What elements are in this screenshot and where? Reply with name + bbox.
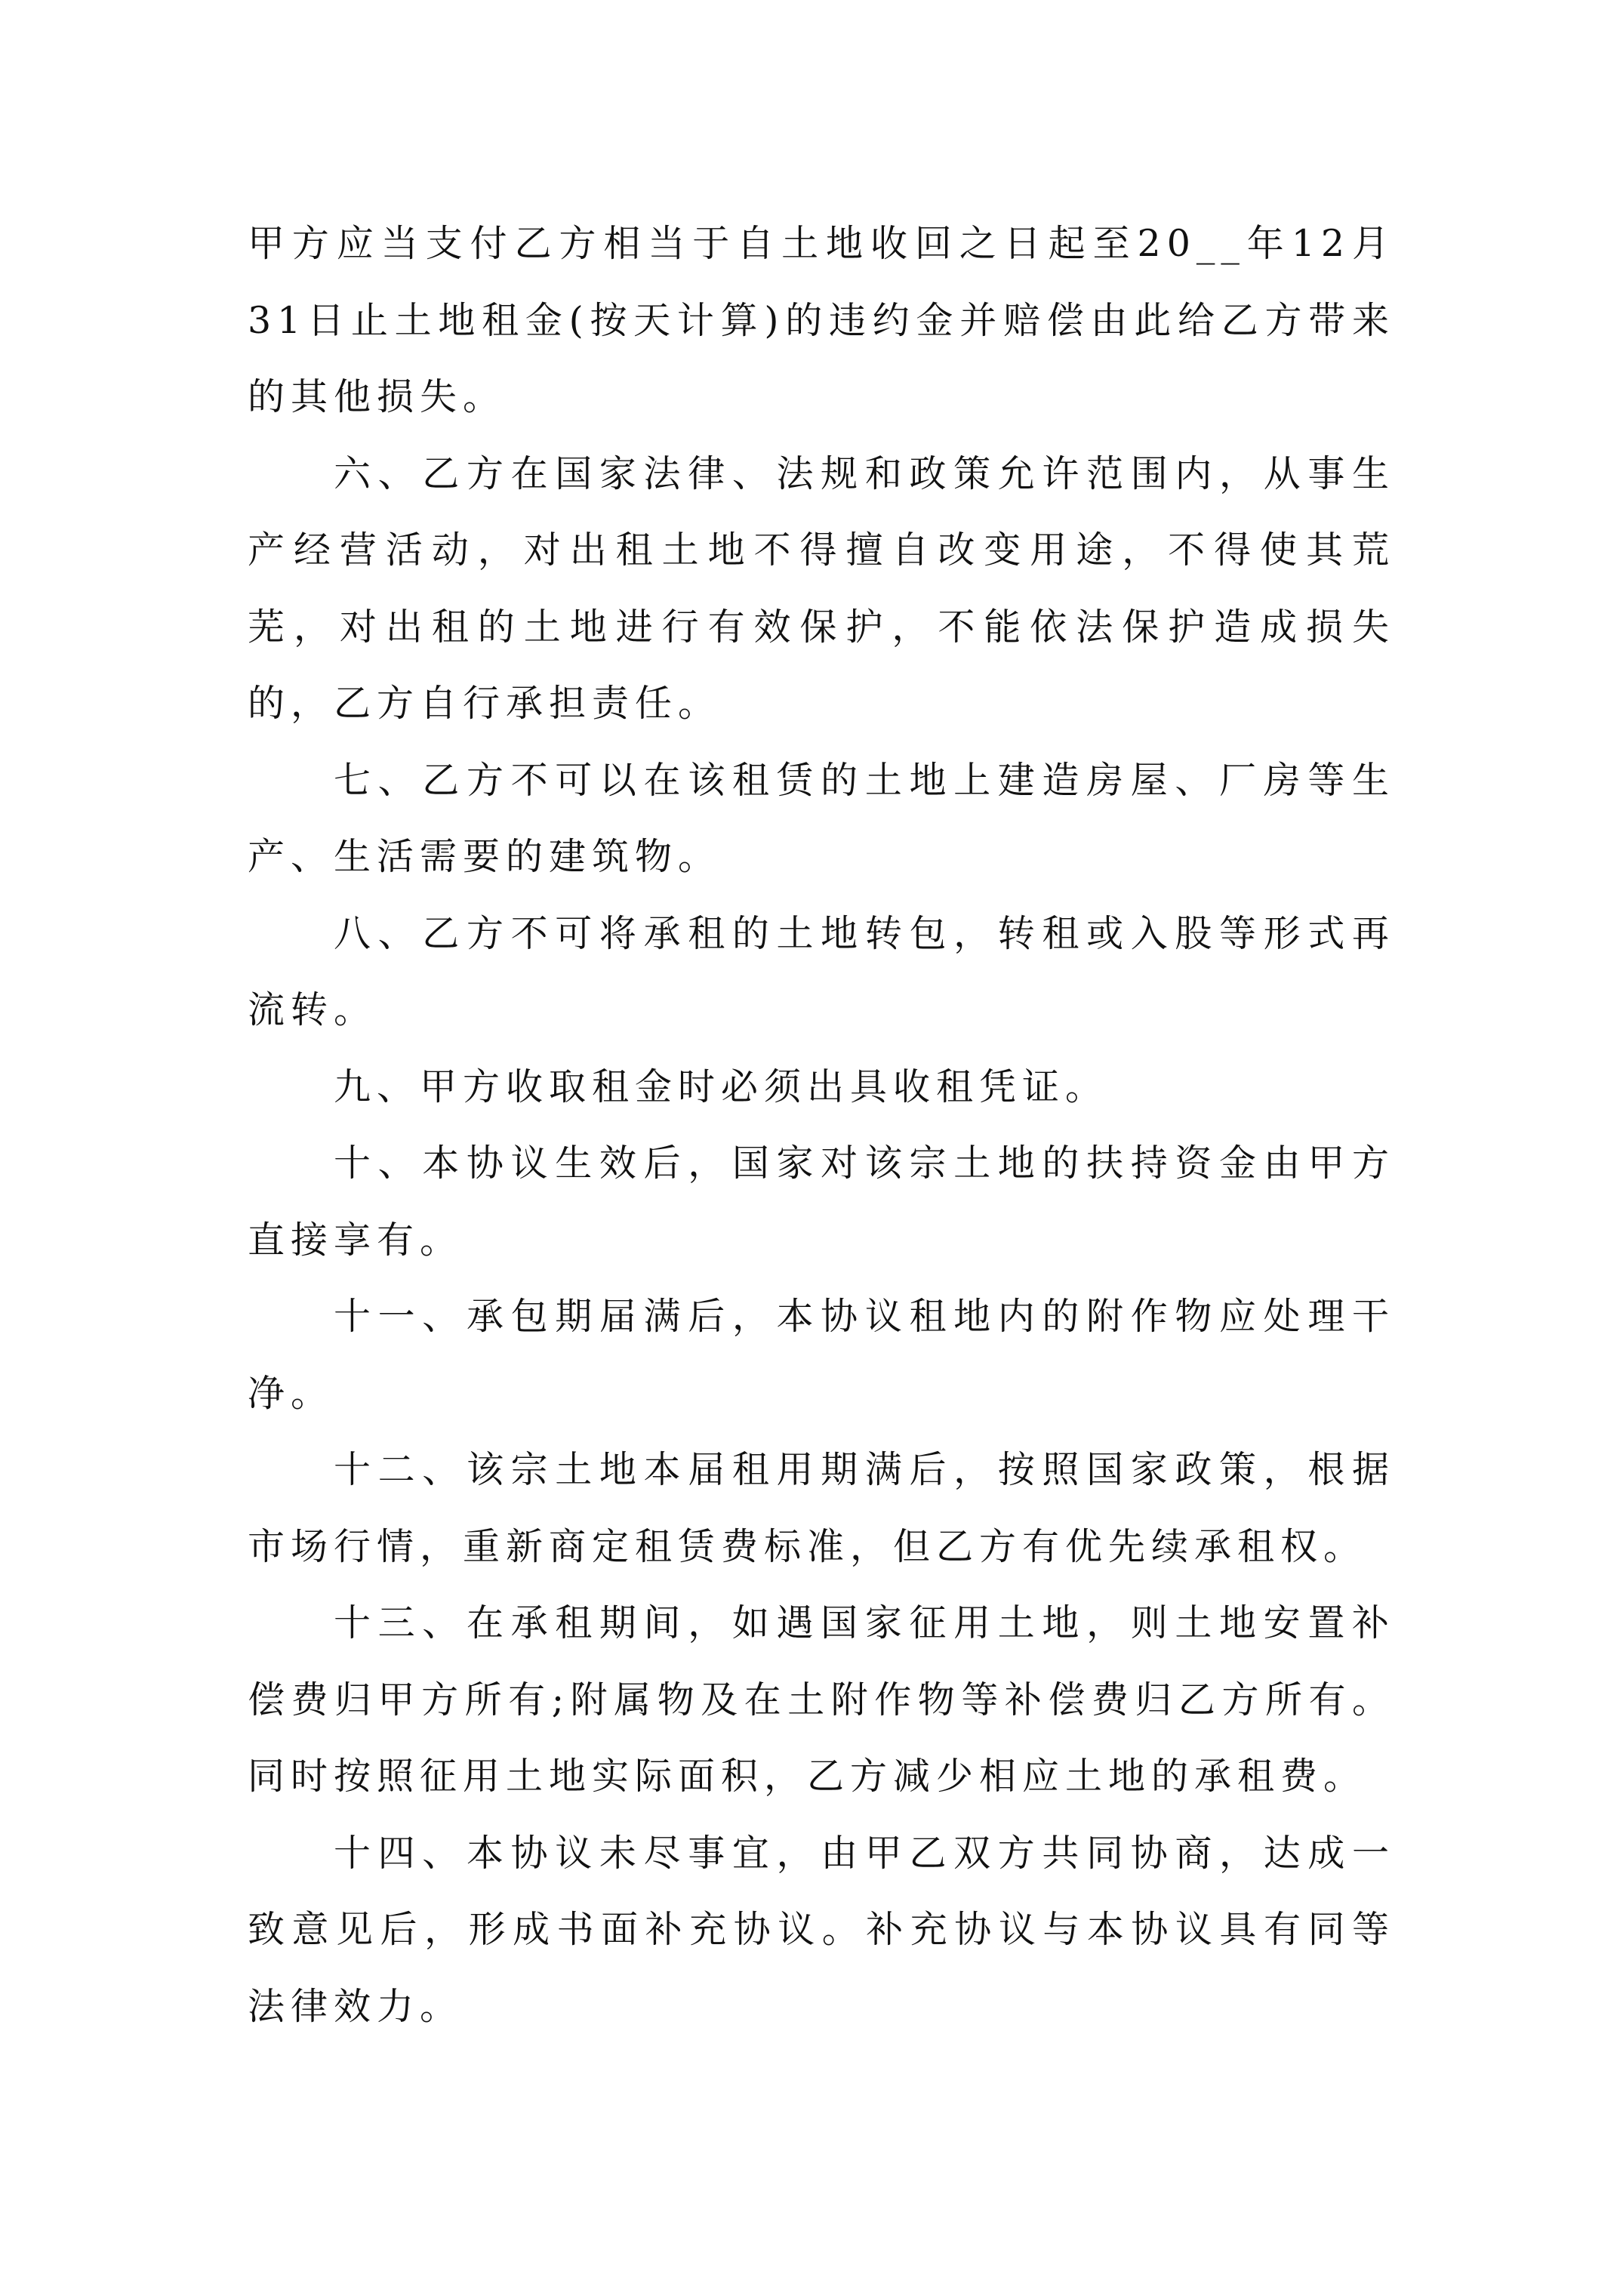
document-body <box>248 205 1395 2045</box>
paragraph-article-13: 十三、在承租期间，如遇国家征用土地，则土地安置补偿费归甲方所有;附属物及在土附作物等补偿费归乙方所有。同时按照征用土地实际面积，乙方减少相应土地的承租费。 <box>248 1601 1395 1798</box>
paragraph-article-9: 九、甲方收取租金时必须出具收租凭证。 <box>334 1065 1109 1108</box>
paragraph-continuation: 甲方应当支付乙方相当于自土地收回之日起至20__年12月31日止土地租金(按天计算)的违约金并赔偿由此给乙方带来的其他损失。 <box>248 222 1395 418</box>
paragraph-article-12: 十二、该宗土地本届租用期满后，按照国家政策，根据市场行情，重新商定租赁费标准，但乙方有优先续承租权。 <box>248 1448 1395 1568</box>
paragraph-article-7: 七、乙方不可以在该租赁的土地上建造房屋、厂房等生产、生活需要的建筑物。 <box>248 758 1395 878</box>
paragraph-article-8: 八、乙方不可将承租的土地转包，转租或入股等形式再流转。 <box>248 911 1395 1031</box>
paragraph-article-14: 十四、本协议未尽事宜，由甲乙双方共同协商，达成一致意见后，形成书面补充协议。补充协议与本协议具有同等法律效力。 <box>248 1831 1395 2028</box>
paragraph-article-11: 十一、承包期届满后，本协议租地内的附作物应处理干净。 <box>248 1295 1395 1415</box>
paragraph-article-10: 十、本协议生效后，国家对该宗土地的扶持资金由甲方直接享有。 <box>248 1142 1395 1262</box>
paragraph-article-6: 六、乙方在国家法律、法规和政策允许范围内，从事生产经营活动，对出租土地不得擅自改变用途，不得使其荒芜，对出租的土地进行有效保护，不能依法保护造成损失的，乙方自行承担责任。 <box>248 451 1395 725</box>
